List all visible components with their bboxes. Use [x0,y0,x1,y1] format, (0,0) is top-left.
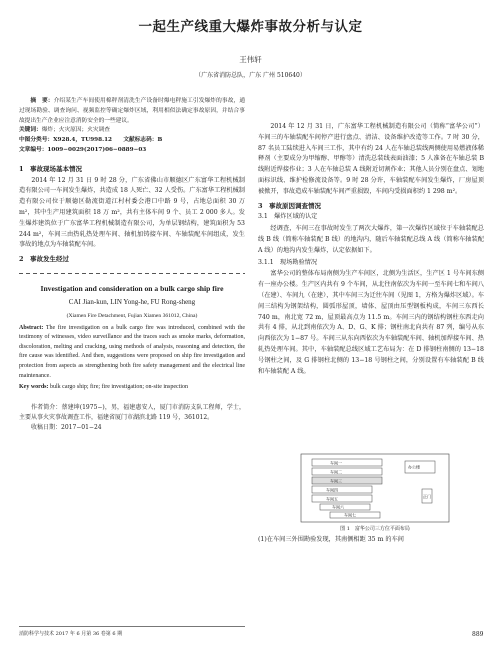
label-building-7: 车间七 [344,512,356,518]
english-abstract-text: The fire investigation on a bulk cargo fire was introduced, combined with the testimony of witnesses, video surveillance and the traces such as smoke marks, deformation, discoloration, melting and cracking, using methods of analysis, reasoning and detection, the fire cause was identified. And then, suggestions were proposed on ship fire investigation and protection from aspects as strengthening both fire safety management and the electrical line maintenance. [19,324,245,379]
english-title: Investigation and consideration on a bulk cargo ship fire [40,283,224,293]
label-building-5: 车间五 [326,496,338,502]
abstract-text: 介绍某生产车间使用棉秤剂清洗生产设备时爆电秤施工引发爆炸的事故，通过现场勘验、调查询问、视频监控等确定爆炸区域，利用相似法确定事故原因，并结合事故提出生产企业应注意消防安全的一些建议。 [19,98,246,124]
keywords: 爆炸；火灾原因；火灾调查 [41,127,110,134]
left-column [19,97,245,433]
english-abstract [19,324,245,382]
author-note: 作者简介：蔡建坤(1975−)，男，福建惠安人，厦门市消防支队工程师，学士，主要从事火灾事故调查工作，福建省厦门市湖滨北路 119 号，361012。 [19,403,245,421]
english-keywords-label: Key words: [19,384,49,391]
author-name: 王伟轩 [239,55,262,64]
section-3-1-1-paragraph: 富华公司的整体布局南侧为生产车间区，北侧为生活区，生产区 1 号车间东侧有一座办公楼。生产区内共有 9 个车间，从北往南依次为车间一至车间七和车间八（在建）、车间九（在建），其中车间三为迁往车间（见图 1，方格为爆炸区域）。车间三结构为钢架结构，圆弧形屋顶，墙体、屋顶由压型钢板构成，车间三东西长 740 m，南北宽 72 m，屋顶最高点为 11.5 m。车间三内的钢结构钢柱东西走向共有 4 排，从北到南依次为 A、D、G、K 排；钢柱南北向共有 87 列，编号从东向西依次为 1−87 号。车间三从东向西依次为车轴装配车间、轴机加焊接车间、热轧热处理车间。其中，车轴装配总线区域工艺布局为：在 D 排钢柱南侧的 13−18 号钢柱之间，及 G 排钢柱北侧的 13−18 号钢柱之间，分别设置有车轴装配 B 线和车轴装配 A 线。 [258,270,484,375]
building-2 [312,468,382,475]
subsection-3-1: 3.1 爆炸区域的认定 [258,213,318,221]
figure-followup-text: (1)在车间三外围勘验发现，其南侧相距 35 m 的车间 [258,536,404,543]
figure-caption: 图 1 富华公司三方位平面布局 [340,526,410,532]
right-intro-paragraph: 2014 年 12 月 31 日，广东富华工程机械制造有限公司（简称“富华公司”）车间三的车轴装配车间停产进行盘点、清洁、设备维护改造等工作。7 时 30 分，87 名员工陆续进入车间三工作，其中有约 24 人在车轴总装线两侧使用易燃液体稀释剂（主要成分为甲缩醇、甲醇等）清洗总装线表面油漆；5 人准备在车轴总装 B 线附近焊接作业；3 人在车轴总装 A 线附近切割作业；其他人员分别在盘点、划地面标识线、维护检修流设备等。9 时 28 分许，车轴装配车间发生爆炸，厂房屋顶被掀开，事故造成车轴装配车间严重损毁，车间内受损面积约 1 298 m²。 [258,123,484,195]
chinese-abstract [19,97,245,156]
building-5 [312,495,372,502]
section-heading-2: 2 事故发生经过 [19,255,70,264]
building-1 [312,459,382,466]
label-building-4: 车间四 [326,487,338,493]
section-heading-1: 1 事故现场基本情况 [19,164,83,173]
divider-line [19,271,245,277]
label-office: 办公楼 [408,464,420,470]
paper-title: 一起生产线重大爆炸事故分析与认定 [138,19,363,35]
label-building-3: 车间三 [330,478,342,484]
abstract-label: 摘 要： [30,98,54,104]
right-column [258,122,484,377]
page-number: 889 [472,631,484,638]
building-3 [312,477,382,484]
author-affiliation: （广东省消防总队，广东 广州 510640） [195,72,306,79]
article-number: 文章编号：1009−0029(2017)06−0889−03 [19,146,147,153]
subsection-3-1-1: 3.1.1 现场勘验情况 [258,258,318,266]
building-4 [312,486,372,493]
received-date: 收稿日期：2017−01−24 [31,423,102,431]
english-keywords [19,383,245,393]
keywords-label: 关键词： [19,127,42,134]
section-heading-3: 3 事故原因调查情况 [258,201,322,210]
label-building-1: 车间一 [330,460,342,466]
english-author: CAI Jian-kun, LIN Yong-he, FU Rong-sheng [68,297,196,306]
english-affiliation: (Xiamen Fire Detachment, Fujian Xiamen 361012, China) [66,312,198,319]
english-keywords-text: bulk cargo ship; fire; fire investigation; on-site inspection [50,384,189,391]
english-abstract-label: Abstract: [19,324,44,331]
clc-number: 中图分类号：X928.4，TU998.12 文献标志码：B [19,137,163,144]
section-3-1-paragraph: 经调查，车间三在事故时发生了两次大爆炸，第一次爆炸区域位于车轴装配总线 B 线（简称车轴装配 B 线）的地沟内，随后车轴装配总线 A 线（简称车轴装配 A 线）的地沟内发生爆炸，认定依据如下。 [258,225,484,254]
label-building-2: 车间二 [330,469,342,475]
site-layout-figure [300,453,450,523]
journal-footer: 消防科学与技术 2017 年 6 月第 36 卷第 6 期 [19,631,123,637]
building-6 [320,504,370,510]
section-1-paragraph: 2014 年 12 月 31 日 9 时 28 分，广东省佛山市顺德区广东富华工程机械制造有限公司一车间发生爆炸，共造成 18 人死亡、32 人受伤。广东富华工程机械制造有限公司位于顺德区勒流街道江村村委会港口中路 9 号，占地总面积 30 万 m²，其中生产用建筑面积 18 万 m²，共有主体车间 9 个、员工 2 000 多人。发生爆炸建筑位于广东富华工程机械制造有限公司，为单层钢结构，建筑面积为 53 244 m²，车间三由热轧热处理车间、轴机加铸接车间、车轴装配车间组成，发生事故的地点为车轴装配车间。 [19,176,245,249]
label-building-6: 车间六 [332,504,344,510]
label-gate: 正门 [423,494,431,499]
footer-rule [19,626,245,627]
